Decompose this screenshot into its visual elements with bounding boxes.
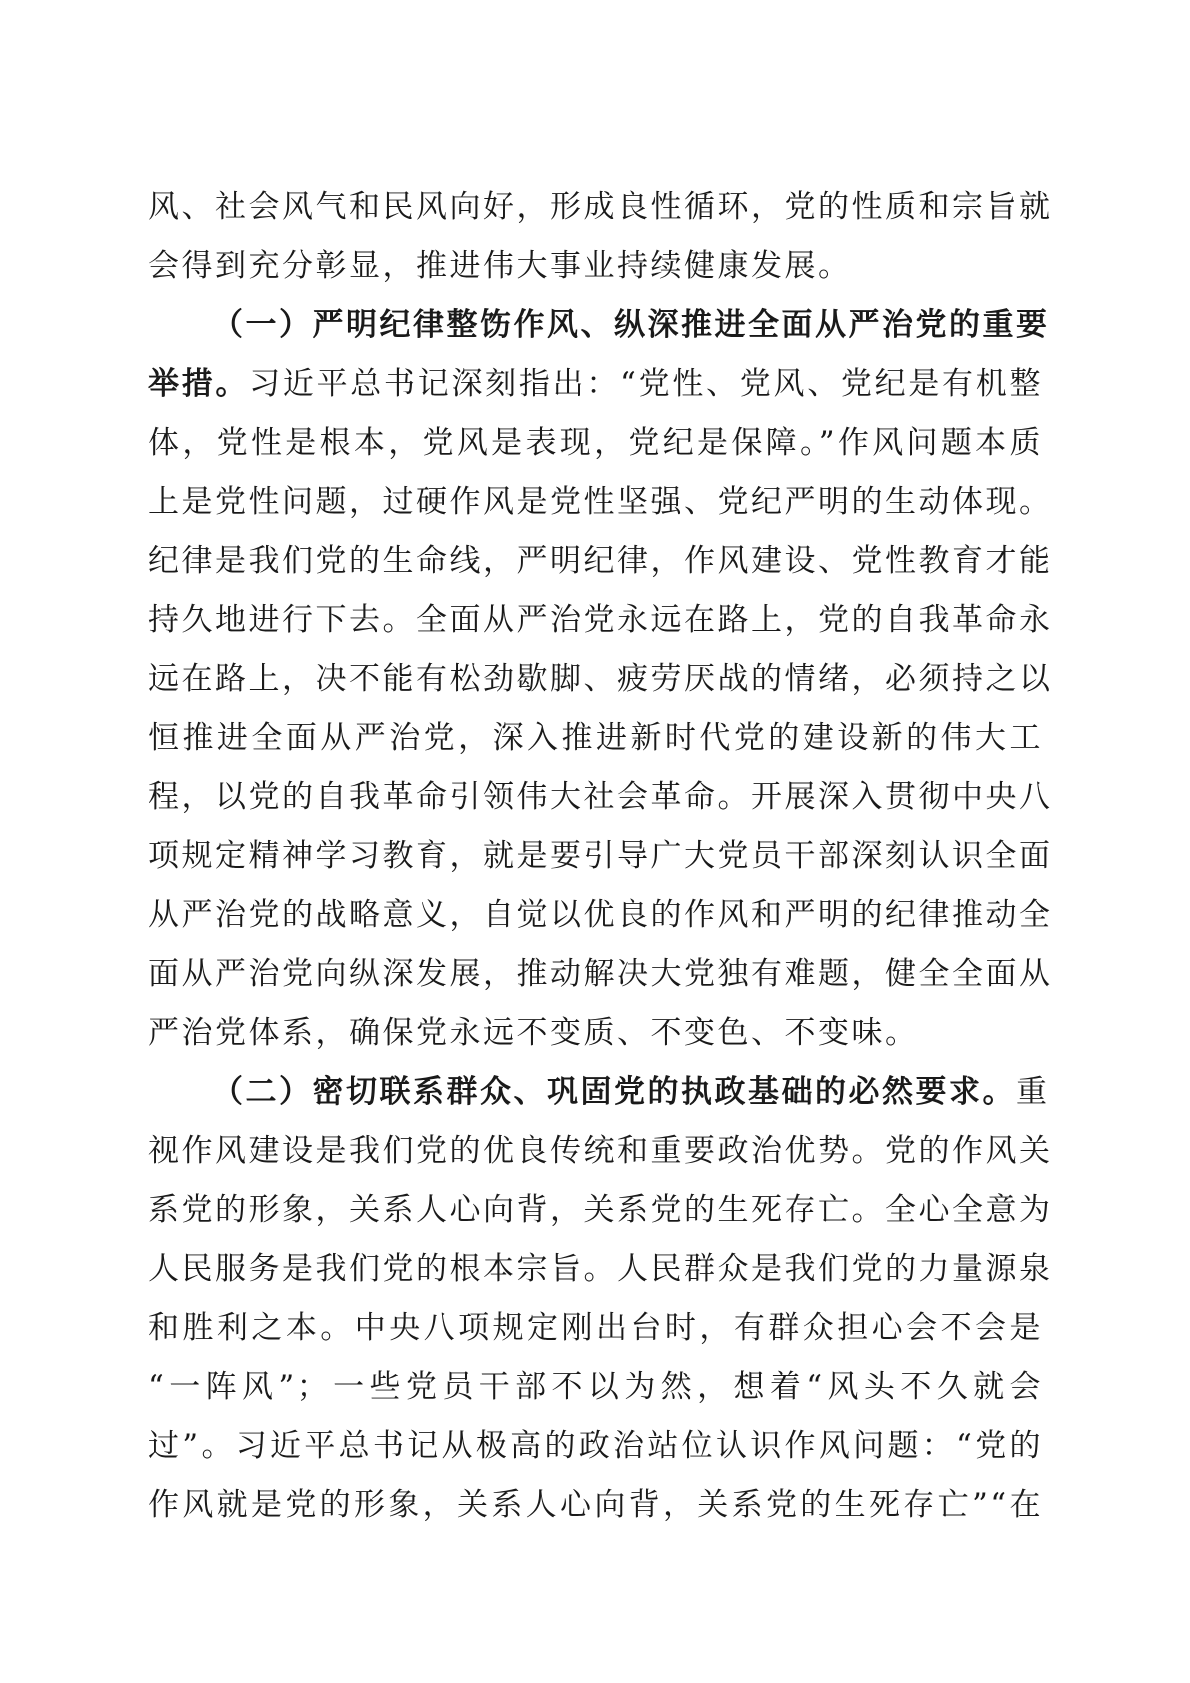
text-line (148, 414, 1043, 473)
line-text: 持久地进行下去。全面从严治党永远在路上，党的自我革命永 (148, 602, 1053, 638)
text-line (148, 591, 1053, 650)
line-text: 远在路上，决不能有松劲歇脚、疲劳厌战的情绪，必须持之以 (148, 661, 1053, 697)
section-heading: 举措。 (148, 366, 250, 402)
text-line (148, 1181, 1053, 1240)
line-text: 严治党体系，确保党永远不变质、不变色、不变味。 (148, 1015, 919, 1051)
text-line (148, 178, 1053, 237)
text-line (148, 650, 1053, 709)
line-text: 视作风建设是我们党的优良传统和重要政治优势。党的作风关 (148, 1133, 1053, 1169)
line-text: 会得到充分彰显，推进伟大事业持续健康发展。 (148, 248, 852, 284)
text-line (148, 532, 1053, 591)
text-line (148, 768, 1053, 827)
text-line (148, 827, 1053, 886)
text-line (148, 296, 1050, 355)
text-line (148, 1358, 1043, 1417)
text-line (148, 709, 1043, 768)
text-line (148, 886, 1053, 945)
line-text: 过”。习近平总书记从极高的政治站位认识作风问题：“党的 (148, 1428, 1043, 1464)
section-heading: （一）严明纪律整饬作风、纵深推进全面从严治党的重要 (212, 307, 1050, 343)
section-heading: （二）密切联系群众、巩固党的执政基础的必然要求。 (212, 1074, 1016, 1110)
text-line (148, 237, 1043, 296)
text-line (148, 1299, 1043, 1358)
line-text: 风、社会风气和民风向好，形成良性循环，党的性质和宗旨就 (148, 189, 1053, 225)
line-text: 从严治党的战略意义，自觉以优良的作风和严明的纪律推动全 (148, 897, 1053, 933)
line-text: 习近平总书记深刻指出：“党性、党风、党纪是有机整 (249, 366, 1043, 402)
line-text: 恒推进全面从严治党，深入推进新时代党的建设新的伟大工 (148, 720, 1043, 756)
line-text: 和胜利之本。中央八项规定刚出台时，有群众担心会不会是 (148, 1310, 1043, 1346)
text-line (148, 1004, 1043, 1063)
line-text: 系党的形象，关系人心向背，关系党的生死存亡。全心全意为 (148, 1192, 1053, 1228)
text-line (148, 1063, 1050, 1122)
line-text: 程，以党的自我革命引领伟大社会革命。开展深入贯彻中央八 (148, 779, 1053, 815)
text-line (148, 1240, 1053, 1299)
line-text: 上是党性问题，过硬作风是党性坚强、党纪严明的生动体现。 (148, 484, 1053, 520)
text-line (148, 1417, 1043, 1476)
line-text: 项规定精神学习教育，就是要引导广大党员干部深刻认识全面 (148, 838, 1053, 874)
text-line (148, 1476, 1043, 1535)
text-line (148, 355, 1043, 414)
text-line (148, 945, 1053, 1004)
line-text: 作风就是党的形象，关系人心向背，关系党的生死存亡”“在 (148, 1487, 1043, 1523)
document-body (148, 178, 1053, 1535)
line-text: 人民服务是我们党的根本宗旨。人民群众是我们党的力量源泉 (148, 1251, 1053, 1287)
line-text: 纪律是我们党的生命线，严明纪律，作风建设、党性教育才能 (148, 543, 1053, 579)
line-text: 体，党性是根本，党风是表现，党纪是保障。”作风问题本质 (148, 425, 1043, 461)
line-text: “一阵风”；一些党员干部不以为然，想着“风头不久就会 (148, 1369, 1043, 1405)
text-line (148, 1122, 1053, 1181)
line-text: 面从严治党向纵深发展，推动解决大党独有难题，健全全面从 (148, 956, 1053, 992)
line-text: 重 (1016, 1074, 1050, 1110)
text-line (148, 473, 1053, 532)
